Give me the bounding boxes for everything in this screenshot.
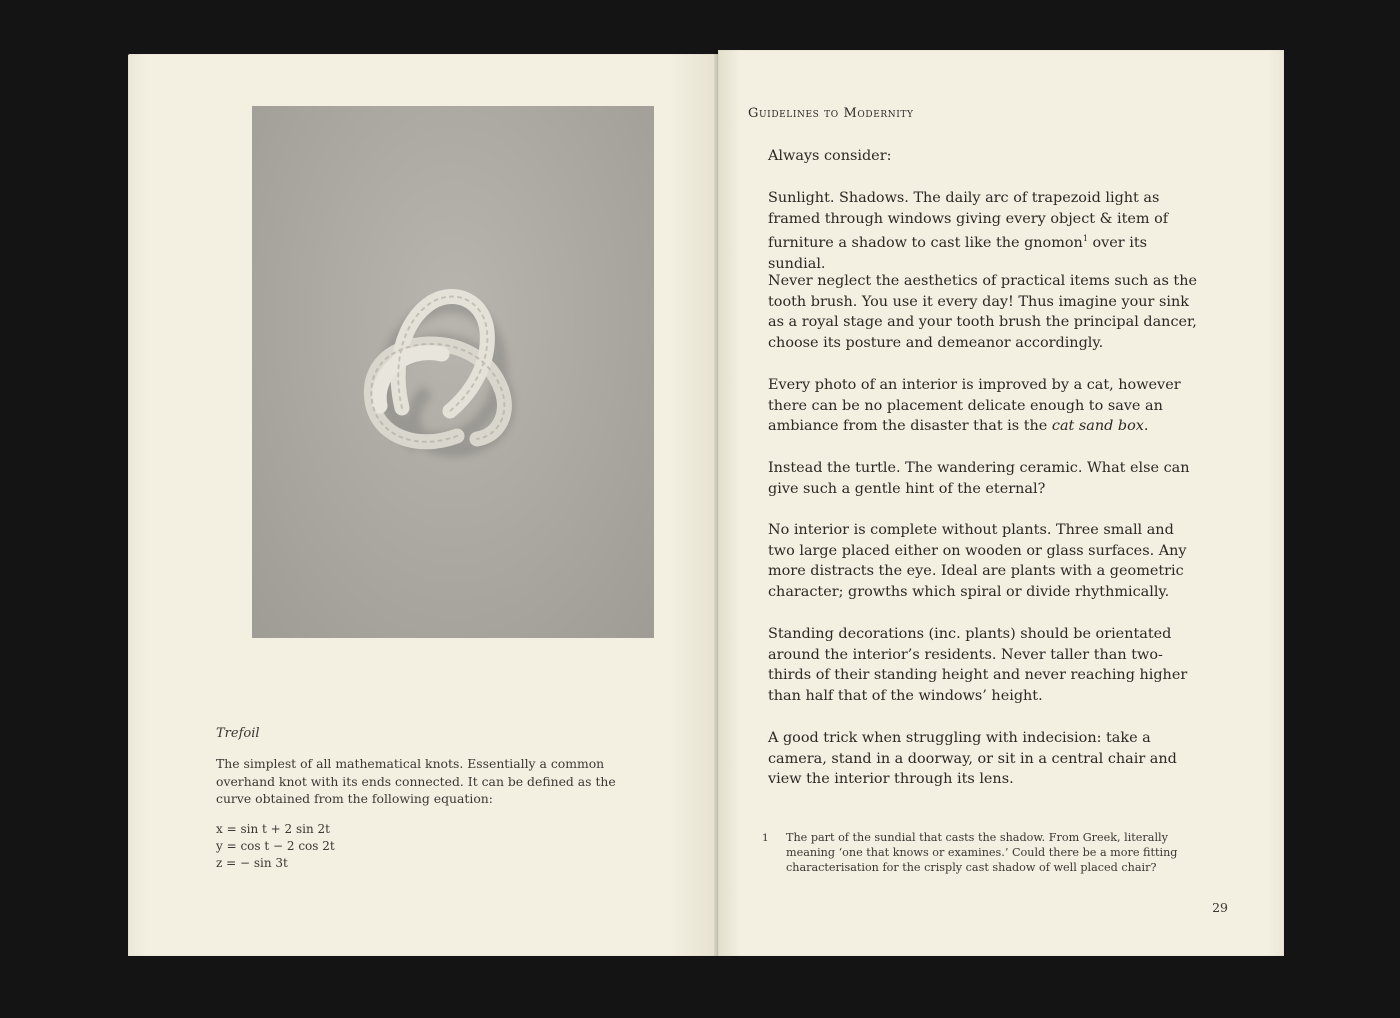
equation-y: y = cos t − 2 cos 2t (216, 839, 335, 853)
paragraph-sunlight-end: over its sundial. (768, 234, 1148, 272)
left-page (128, 54, 718, 956)
paragraph-turtle: Instead the turtle. The wandering ceramic. What else can give such a gentle hint of the eternal? (768, 460, 1190, 497)
footnote-ref: 1 (1082, 234, 1088, 244)
paragraph-standing-decorations: Standing decorations (inc. plants) should be orientated around the interior’s residents. Never taller than two-thirds of their standing height and never reaching higher than half that of the windows’ height. (768, 626, 1188, 704)
paragraph-cat-text: Every photo of an interior is improved by a cat, however there can be no placement delicate enough to save an ambiance from the disaster that is the (768, 377, 1181, 435)
paragraph-cat-end: . (1143, 418, 1149, 435)
equation-z: z = − sin 3t (216, 856, 288, 870)
paragraph-sunlight-text: Sunlight. Shadows. The daily arc of trapezoid light as framed through windows giving every object & item of furniture a shadow to cast like the gnomon (768, 190, 1169, 251)
paragraph-sunlight (768, 188, 1198, 274)
page-number: 29 (1212, 900, 1228, 915)
right-page (718, 50, 1284, 956)
book-spread (128, 50, 1284, 956)
trefoil-knot-photo (252, 106, 654, 638)
paragraph-tooth-brush: Never neglect the aesthetics of practical items such as the tooth brush. You use it every day! Thus imagine your sink as a royal stage and your tooth brush the principal dancer, choose its posture and demeanor accordingly. (768, 273, 1197, 351)
equations (216, 821, 335, 872)
footnote-mark: 1 (762, 832, 769, 844)
caption-body: The simplest of all mathematical knots. Essentially a common overhand knot with its ends connected. It can be defined as the curve obtained from the following equation: (216, 756, 616, 806)
caption-title: Trefoil (216, 726, 260, 741)
paragraph-cat-italic: cat sand box (1051, 418, 1144, 435)
paragraph-plants: No interior is complete without plants. Three small and two large placed either on wooden or glass surfaces. Any more distracts the eye. Ideal are plants with a geometric character; growths which spiral or divide rhythmically. (768, 522, 1187, 600)
footnote: The part of the sundial that casts the shadow. From Greek, literally meaning ‘one that knows or examines.’ Could there be a more fitting characterisation for the crisply cast shadow of well placed chair? (786, 831, 1178, 874)
equation-x: x = sin t + 2 sin 2t (216, 822, 330, 836)
running-head: Guidelines to Modernity (748, 106, 914, 121)
paragraph-cat (768, 375, 1198, 437)
paragraph-camera-trick: A good trick when struggling with indecision: take a camera, stand in a doorway, or sit in a central chair and view the interior through its lens. (768, 730, 1177, 788)
rope-knot-icon (252, 106, 654, 638)
paragraph-always-consider: Always consider: (768, 148, 892, 164)
